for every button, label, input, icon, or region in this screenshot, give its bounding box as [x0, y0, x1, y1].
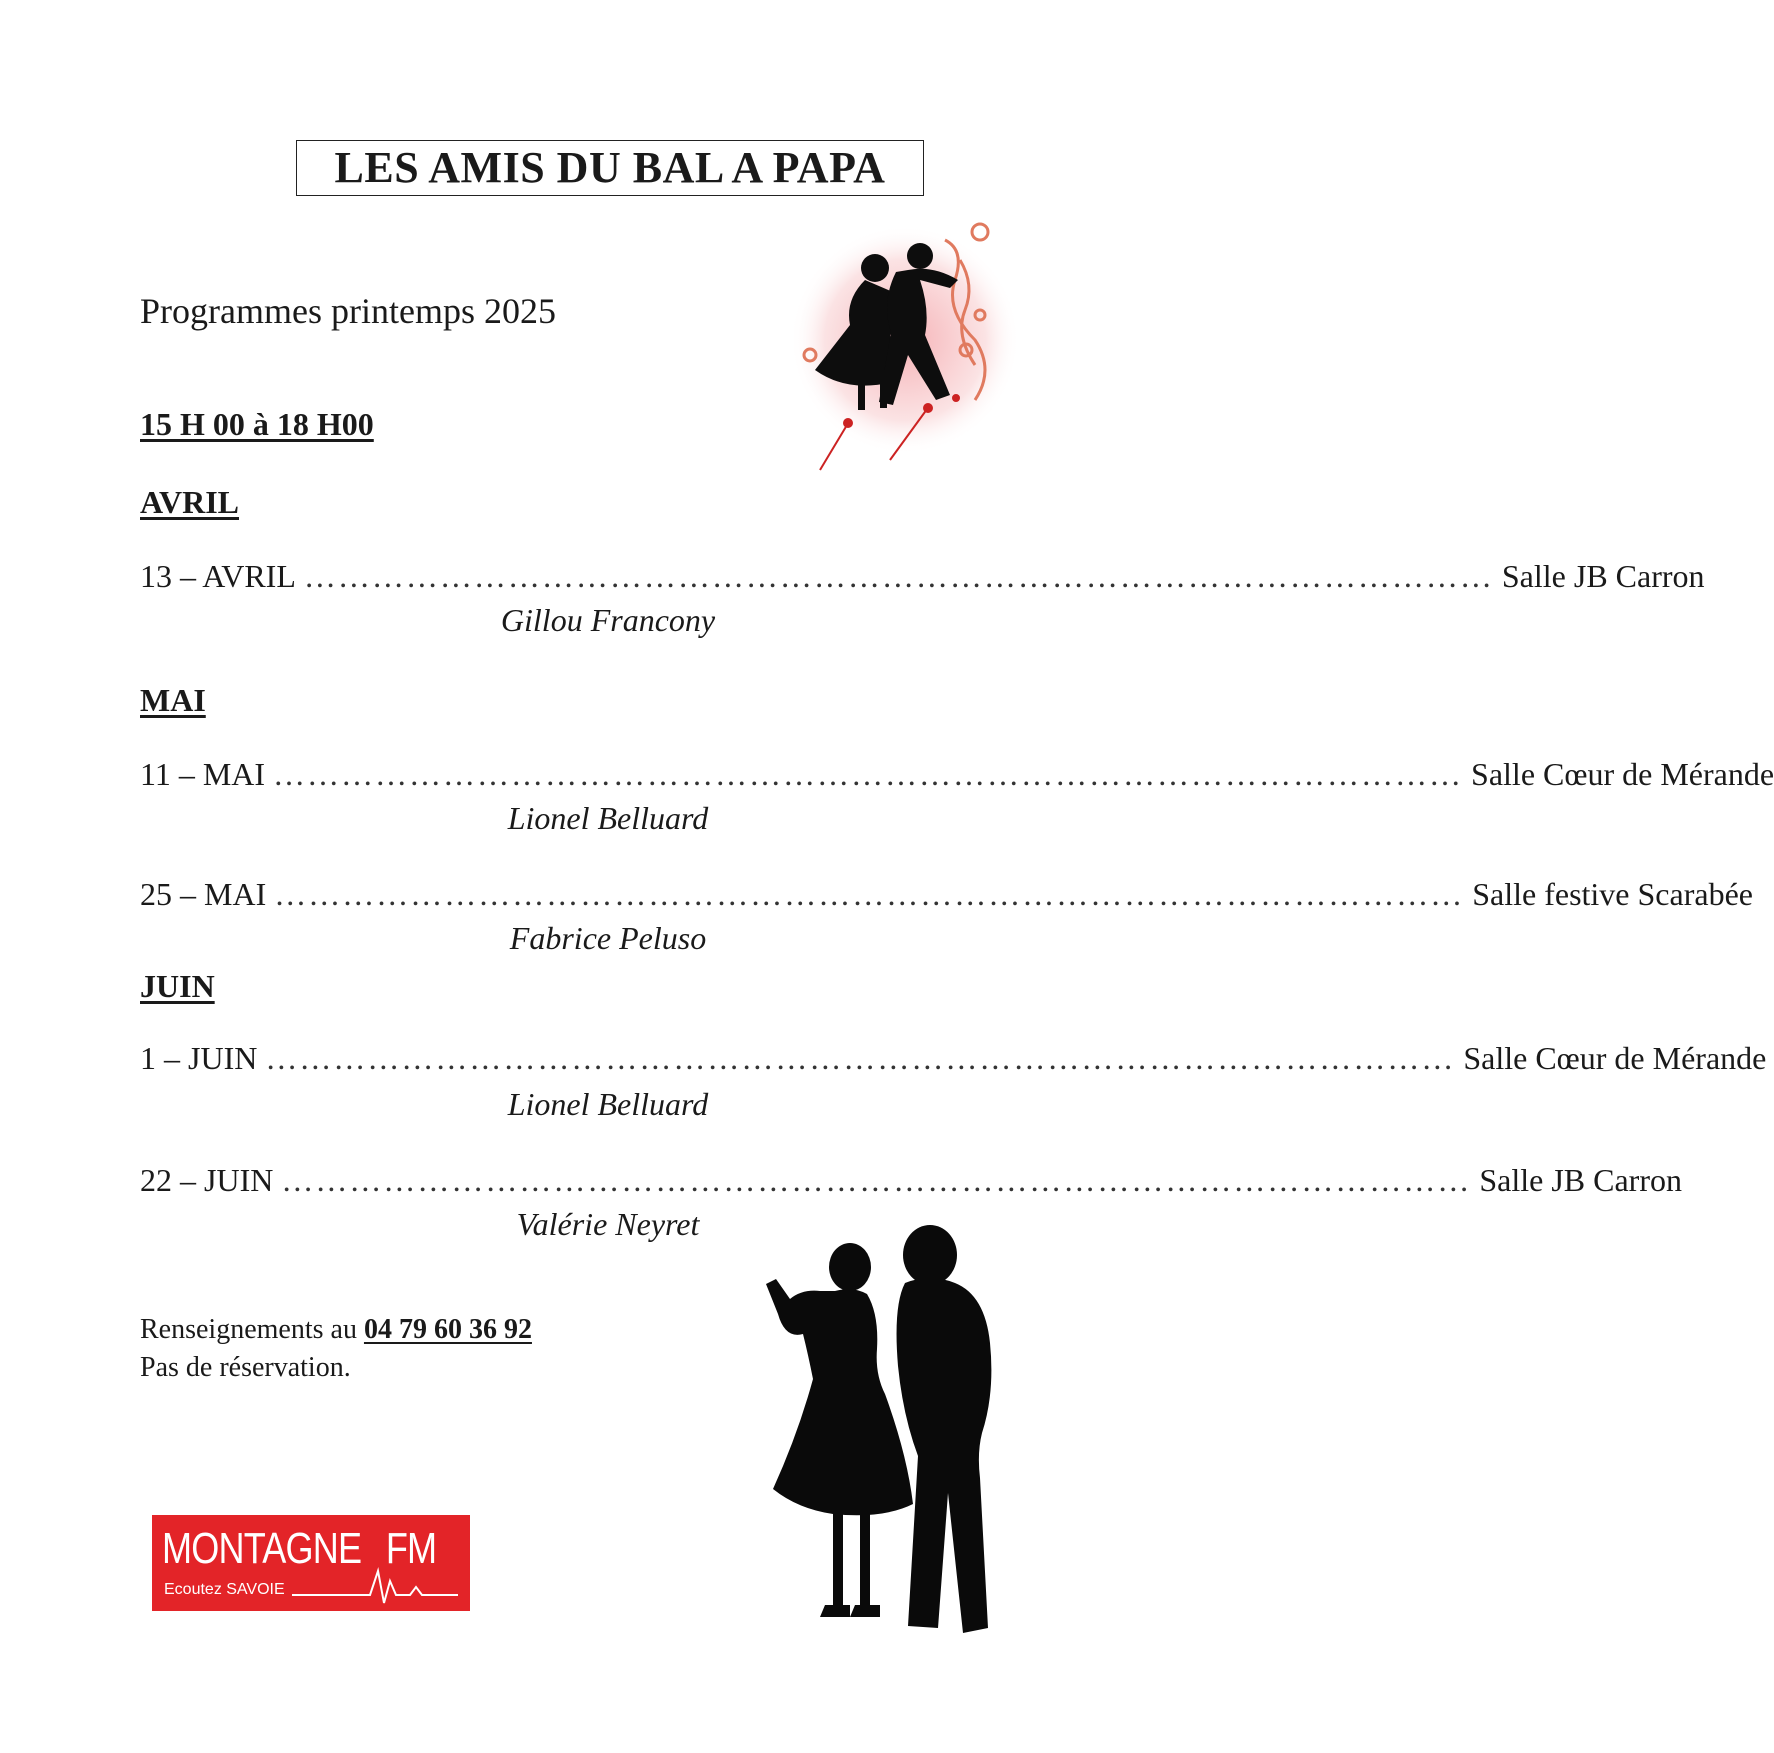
- event-venue: Salle Cœur de Mérande: [1463, 1040, 1767, 1076]
- event-artist: Lionel Belluard: [507, 800, 709, 836]
- logo-tagline: Ecoutez SAVOIE: [164, 1581, 285, 1598]
- month-heading-mai: MAI: [140, 682, 206, 718]
- event-date: 13 – AVRIL: [140, 558, 296, 594]
- dancing-couple-illustration: [780, 220, 1030, 490]
- event-artist: Valérie Neyret: [516, 1206, 700, 1242]
- phone-number[interactable]: 04 79 60 36 92: [363, 1314, 532, 1345]
- contact-line: [140, 1314, 532, 1346]
- reservation-note: Pas de réservation.: [140, 1352, 351, 1383]
- event-artist: Lionel Belluard: [507, 1086, 709, 1122]
- page-title: LES AMIS DU BAL A PAPA: [296, 140, 924, 196]
- event-row: [140, 876, 1753, 913]
- event-date: 1 – JUIN: [140, 1040, 258, 1076]
- dot-leader: ……………………………………………………………………………………………: [265, 1040, 1456, 1076]
- dot-leader: ……………………………………………………………………………………………: [281, 1162, 1472, 1198]
- dot-leader: ……………………………………………………………………………………………: [303, 558, 1494, 594]
- event-venue: Salle Cœur de Mérande: [1471, 756, 1774, 792]
- montagne-fm-logo: [152, 1515, 470, 1611]
- dot-leader: ……………………………………………………………………………………………: [274, 876, 1465, 912]
- dot-leader: ……………………………………………………………………………………………: [273, 756, 1464, 792]
- contact-label: Renseignements au: [140, 1314, 364, 1345]
- logo-wordmark: MONTAGNE: [162, 1524, 362, 1573]
- month-heading-avril: AVRIL: [140, 484, 239, 520]
- heartbeat-line-icon: [292, 1567, 462, 1607]
- logo-fm: FM: [385, 1524, 437, 1573]
- dancing-couple-silhouette: [755, 1225, 1005, 1645]
- event-date: 11 – MAI: [140, 756, 266, 792]
- event-row: [140, 1162, 1682, 1199]
- event-venue: Salle JB Carron: [1501, 558, 1705, 594]
- event-date: 25 – MAI: [140, 876, 267, 912]
- event-venue: Salle JB Carron: [1479, 1162, 1682, 1198]
- event-row: [140, 1040, 1767, 1077]
- event-row: [140, 558, 1705, 595]
- event-artist: Gillou Francony: [500, 602, 716, 638]
- hours: 15 H 00 à 18 H00: [140, 406, 374, 442]
- subtitle: Programmes printemps 2025: [140, 291, 556, 331]
- event-artist: Fabrice Peluso: [509, 920, 707, 956]
- event-venue: Salle festive Scarabée: [1472, 876, 1753, 912]
- event-row: [140, 756, 1774, 793]
- event-date: 22 – JUIN: [140, 1162, 274, 1198]
- month-heading-juin: JUIN: [140, 968, 215, 1004]
